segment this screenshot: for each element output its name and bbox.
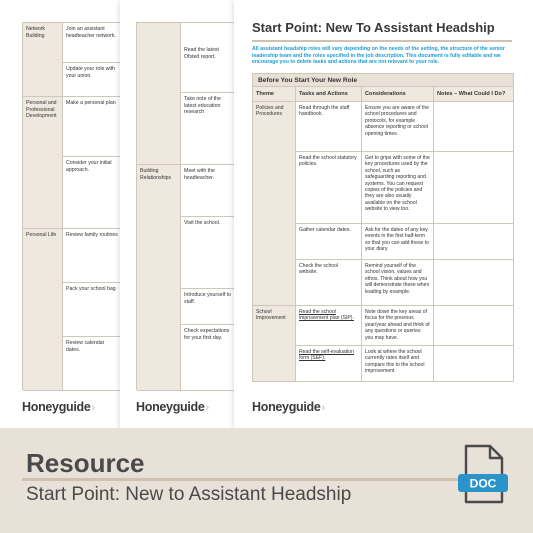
theme-cell: Network Building: [23, 23, 63, 97]
consideration-cell: Get to grips with some of the key procedures used by the school, such as safeguarding reporting and systems. You can request copies of the policies and they are also usually available on the school website to view too.: [362, 152, 434, 224]
notes-cell[interactable]: [434, 152, 514, 224]
task-cell: Read the school statutory policies.: [296, 152, 362, 224]
theme-cell: Personal Life: [23, 229, 63, 391]
document-page-1: [0, 0, 130, 428]
honeyguide-logo: Honeyguide›: [252, 400, 325, 414]
action-cell: Join an assistant headteacher network.: [63, 23, 123, 63]
action-cell: Pack your school bag: [63, 283, 123, 337]
intro-paragraph: All assistant headship roles will vary depending on the needs of the setting, the structure of the senior leadership team and the roles specified in the job description. This document is fully editable and we encourage you to delete tasks and actions that are not relevant to your role.: [252, 46, 505, 66]
consideration-cell: Look at where the school currently rates itself and compare this to the school improvement: [362, 346, 434, 382]
consideration-cell: Ask for the dates of any key events in the first half-term so that you can add these to your diary.: [362, 224, 434, 260]
column-header: Theme: [252, 87, 296, 102]
task-cell: Check the school website.: [296, 260, 362, 306]
notes-cell[interactable]: [434, 260, 514, 306]
title-rule: [252, 40, 512, 42]
theme-cell: [137, 23, 181, 165]
consideration-cell: Note down the key areas of focus for the previous year/year ahead and think of any questions or queries you may have.: [362, 306, 434, 346]
resource-label: Resource: [26, 448, 145, 478]
section-title: Before You Start Your New Role: [252, 73, 514, 87]
honeyguide-logo: Honeyguide›: [22, 400, 95, 414]
theme-cell: Building Relationships: [137, 165, 181, 391]
doc-badge-label: DOC: [469, 476, 497, 491]
task-cell: Read the school improvement plan (SIP).: [296, 306, 362, 346]
notes-cell[interactable]: [434, 306, 514, 346]
theme-cell: Policies and Procedures: [252, 102, 296, 306]
action-cell: Consider your initial approach.: [63, 157, 123, 229]
doc-file-icon: [458, 444, 508, 506]
theme-cell: Personal and Professional Development: [23, 97, 63, 229]
honeyguide-logo: Honeyguide›: [136, 400, 209, 414]
theme-cell: School Improvement: [252, 306, 296, 382]
resource-subtitle: Start Point: New to Assistant Headship: [26, 484, 352, 505]
action-cell: Review calendar dates.: [63, 337, 123, 391]
column-header: Notes – What Could I Do?: [434, 87, 514, 102]
action-cell: Introduce yourself to staff.: [181, 289, 237, 325]
action-cell: Make a personal plan: [63, 97, 123, 157]
action-cell: Take note of the latest education research: [181, 93, 237, 165]
action-cell: Read the latest Ofsted report.: [181, 23, 237, 93]
consideration-cell: Remind yourself of the school vision, values and ethos. Think about how you will demonstrate these when leading by example.: [362, 260, 434, 306]
task-cell: Read the self-evaluation form (SEF).: [296, 346, 362, 382]
notes-cell[interactable]: [434, 102, 514, 152]
action-cell: Review family routines: [63, 229, 123, 283]
footer-divider: [22, 478, 462, 481]
action-cell: Meet with the headteacher.: [181, 165, 237, 217]
column-header: Tasks and Actions: [296, 87, 362, 102]
action-cell: Update your role with your union.: [63, 63, 123, 97]
column-header: Considerations: [362, 87, 434, 102]
task-cell: Gather calendar dates.: [296, 224, 362, 260]
document-title: Start Point: New To Assistant Headship: [252, 20, 495, 35]
task-cell: Read through the staff handbook.: [296, 102, 362, 152]
notes-cell[interactable]: [434, 346, 514, 382]
consideration-cell: Ensure you are aware of the school procedures and protocols, for example absence reporting or school opening times.: [362, 102, 434, 152]
action-cell: Visit the school.: [181, 217, 237, 289]
document-page-2: [120, 0, 252, 428]
action-cell: Check expectations for your first day.: [181, 325, 237, 391]
notes-cell[interactable]: [434, 224, 514, 260]
document-page-3: [234, 0, 533, 428]
